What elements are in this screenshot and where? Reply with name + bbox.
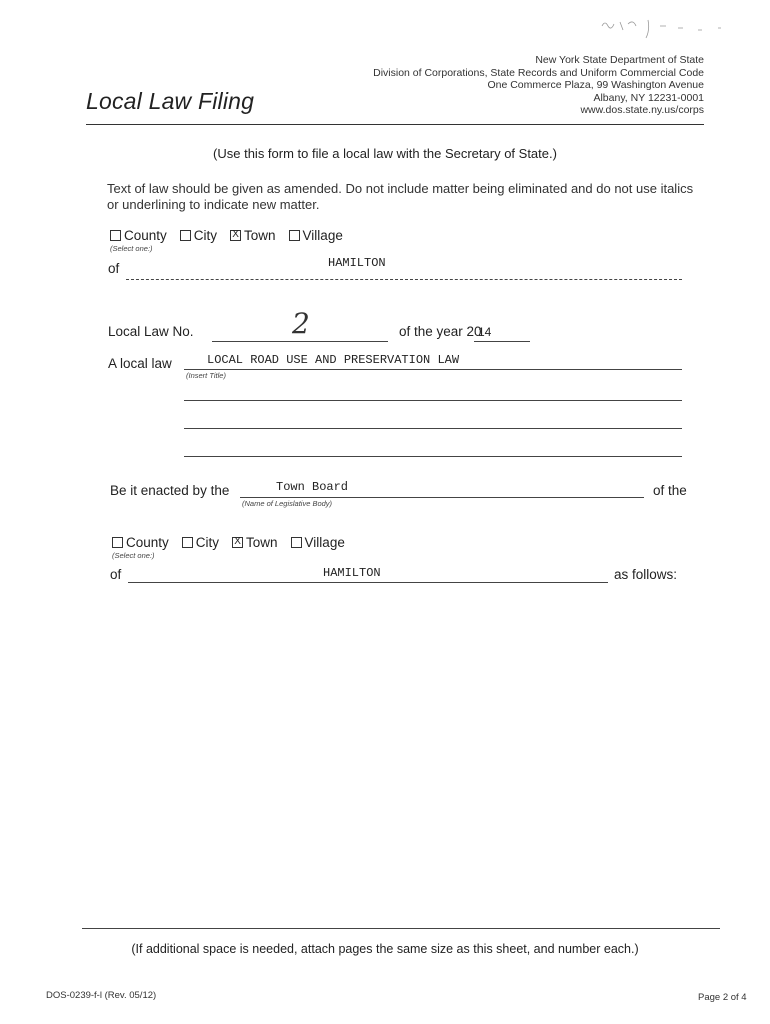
form-title: Local Law Filing xyxy=(86,88,255,114)
town-checkbox-2[interactable] xyxy=(232,537,243,548)
county-label: County xyxy=(124,228,167,243)
village-checkbox-2[interactable] xyxy=(291,537,302,548)
instructions-text: Text of law should be given as amended. Do not include matter being eliminated and do not use italics or underlining to indicate new matter. xyxy=(107,181,694,212)
municipality-name-line xyxy=(126,279,682,280)
city-option[interactable] xyxy=(180,228,217,243)
agency-line: www.dos.state.ny.us/corps xyxy=(580,104,704,116)
footer-divider xyxy=(82,928,720,929)
of-label-2: of xyxy=(110,567,122,582)
be-it-enacted-label: Be it enacted by the xyxy=(110,483,230,498)
legislative-body-line xyxy=(240,497,644,498)
local-law-number: 2 xyxy=(292,307,310,340)
municipality-name-2: HAMILTON xyxy=(323,566,381,580)
agency-line: New York State Department of State xyxy=(535,54,704,66)
county-label-2: County xyxy=(126,535,169,550)
village-option-2[interactable] xyxy=(291,535,345,550)
city-label: City xyxy=(193,228,218,243)
law-number-line xyxy=(212,341,388,342)
city-checkbox[interactable] xyxy=(180,230,191,241)
agency-address-block xyxy=(373,54,704,117)
municipality-type-selector-2 xyxy=(112,535,358,550)
village-label: Village xyxy=(302,228,343,243)
a-local-law-label: A local law xyxy=(108,356,172,371)
year-label: of the year 20 xyxy=(399,324,482,339)
city-option-2[interactable] xyxy=(182,535,219,550)
year-suffix: 14 xyxy=(478,325,492,339)
city-checkbox-2[interactable] xyxy=(182,537,193,548)
village-checkbox[interactable] xyxy=(289,230,300,241)
of-label: of xyxy=(108,261,120,276)
insert-title-note: (Insert Title) xyxy=(186,371,226,380)
of-the-label: of the xyxy=(653,483,687,498)
city-label-2: City xyxy=(195,535,220,550)
select-one-note: (Select one:) xyxy=(110,244,153,253)
title-line-3 xyxy=(184,428,682,429)
local-law-no-label: Local Law No. xyxy=(108,324,194,339)
title-line-4 xyxy=(184,456,682,457)
year-line xyxy=(474,341,530,342)
legislative-body: Town Board xyxy=(276,480,349,494)
additional-space-note: (If additional space is needed, attach pages the same size as this sheet, and number each.) xyxy=(131,942,639,956)
county-option-2[interactable] xyxy=(112,535,169,550)
select-one-note-2: (Select one:) xyxy=(112,551,155,560)
page-number: Page 2 of 4 xyxy=(698,992,747,1003)
as-follows-label: as follows: xyxy=(614,567,678,582)
handwritten-scribble xyxy=(598,14,728,44)
local-law-title: LOCAL ROAD USE AND PRESERVATION LAW xyxy=(207,353,460,367)
use-form-note: (Use this form to file a local law with the Secretary of State.) xyxy=(213,146,557,161)
town-label-2: Town xyxy=(246,535,278,550)
municipality-type-selector xyxy=(110,228,356,243)
town-checkbox[interactable] xyxy=(230,230,241,241)
legislative-body-note: (Name of Legislative Body) xyxy=(242,499,333,508)
municipality-name: HAMILTON xyxy=(328,256,386,270)
agency-line: Albany, NY 12231-0001 xyxy=(593,91,704,104)
county-option[interactable] xyxy=(110,228,167,243)
town-label: Town xyxy=(244,228,276,243)
county-checkbox[interactable] xyxy=(110,230,121,241)
village-label-2: Village xyxy=(304,535,345,550)
agency-line: Division of Corporations, State Records and Uniform Commercial Code xyxy=(373,66,704,79)
title-line-2 xyxy=(184,400,682,401)
town-option-2[interactable] xyxy=(232,535,278,550)
agency-line: One Commerce Plaza, 99 Washington Avenue xyxy=(487,79,704,91)
title-line-1 xyxy=(184,369,682,370)
county-checkbox-2[interactable] xyxy=(112,537,123,548)
town-option[interactable] xyxy=(230,228,276,243)
divider xyxy=(86,124,704,125)
village-option[interactable] xyxy=(289,228,343,243)
form-code: DOS-0239-f-l (Rev. 05/12) xyxy=(46,990,157,1001)
municipality-name-line-2 xyxy=(128,582,608,583)
